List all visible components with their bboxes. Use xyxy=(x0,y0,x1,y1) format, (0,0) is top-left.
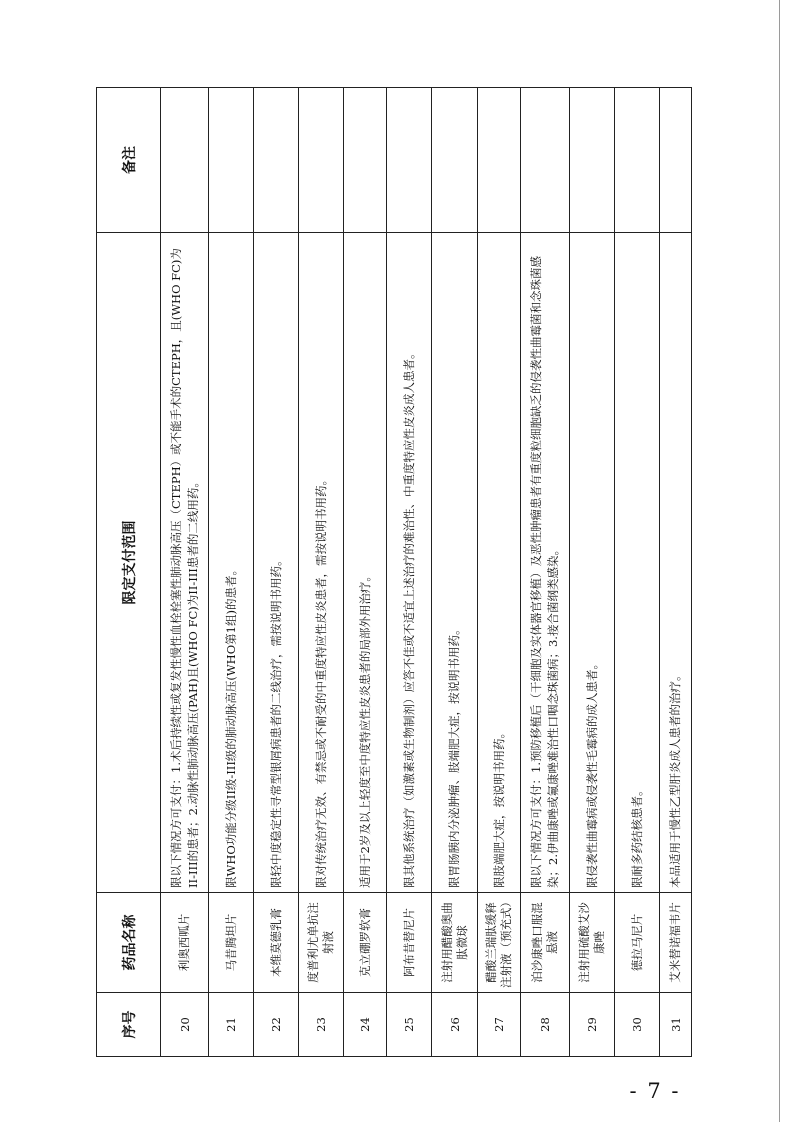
table-row xyxy=(521,88,570,1057)
header-row xyxy=(97,88,161,1057)
page-edge-line xyxy=(779,0,780,1122)
payment-scope: 限胃肠胰内分泌肿瘤、肢端肥大症，按说明书用药。 xyxy=(432,233,478,893)
table-row xyxy=(299,88,344,1057)
remark xyxy=(660,88,692,233)
remark xyxy=(432,88,478,233)
payment-scope: 限其他系统治疗（如激素或生物制剂）应答不佳或不适宜上述治疗的难治性、中重度特应性皮炎成人患者。 xyxy=(387,233,432,893)
remark xyxy=(521,88,570,233)
payment-scope: 限WHO功能分级II级-III级的肺动脉高压(WHO第1组)的患者。 xyxy=(209,233,254,893)
table-row xyxy=(161,88,209,1057)
table-row xyxy=(387,88,432,1057)
page-number: - 7 - xyxy=(629,1079,681,1103)
payment-scope: 限以下情况方可支付：1.预防移植后（干细胞及实体器官移植）及恶性肿瘤患者有重度粒细胞缺乏的侵袭性曲霉菌和念珠菌感染；2.伊曲康唑或氟康唑难治性口咽念珠菌病；3.接合菌纲类感染。 xyxy=(521,233,570,893)
rotated-table-container xyxy=(96,88,683,1057)
table-row xyxy=(432,88,478,1057)
row-number: 30 xyxy=(615,993,660,1057)
table-row xyxy=(615,88,660,1057)
row-number: 20 xyxy=(161,993,209,1057)
table-row xyxy=(209,88,254,1057)
drug-name: 注射用醋酸奥曲肽微球 xyxy=(432,893,478,993)
remark xyxy=(161,88,209,233)
table-row xyxy=(660,88,692,1057)
row-number: 24 xyxy=(344,993,387,1057)
payment-scope: 限对传统治疗无效、有禁忌或不耐受的中重度特应性皮炎患者，需按说明书用药。 xyxy=(299,233,344,893)
payment-scope: 适用于2岁及以上轻度至中度特应性皮炎患者的局部外用治疗。 xyxy=(344,233,387,893)
row-number: 31 xyxy=(660,993,692,1057)
row-number: 25 xyxy=(387,993,432,1057)
drug-name: 利奥西呱片 xyxy=(161,893,209,993)
payment-scope: 限肢端肥大症，按说明书用药。 xyxy=(478,233,521,893)
remark xyxy=(299,88,344,233)
header-scope: 限定支付范围 xyxy=(97,233,161,893)
table-row xyxy=(254,88,299,1057)
payment-scope: 限轻中度稳定性寻常型银屑病患者的二线治疗，需按说明书用药。 xyxy=(254,233,299,893)
header-no: 序号 xyxy=(97,993,161,1057)
row-number: 28 xyxy=(521,993,570,1057)
remark xyxy=(387,88,432,233)
drug-name: 注射用硫酸艾沙康唑 xyxy=(570,893,615,993)
remark xyxy=(615,88,660,233)
drug-name: 醋酸兰瑞肽缓释注射液（预充式） xyxy=(478,893,521,993)
drug-table xyxy=(96,87,692,1057)
payment-scope: 限侵袭性曲霉病或侵袭性毛霉病的成人患者。 xyxy=(570,233,615,893)
header-note: 备注 xyxy=(97,88,161,233)
drug-name: 马昔腾坦片 xyxy=(209,893,254,993)
row-number: 23 xyxy=(299,993,344,1057)
drug-name: 德拉马尼片 xyxy=(615,893,660,993)
payment-scope: 本品适用于慢性乙型肝炎成人患者的治疗。 xyxy=(660,233,692,893)
remark xyxy=(254,88,299,233)
row-number: 22 xyxy=(254,993,299,1057)
drug-name: 本维莫德乳膏 xyxy=(254,893,299,993)
remark xyxy=(570,88,615,233)
header-name: 药品名称 xyxy=(97,893,161,993)
drug-name: 泊沙康唑口服混悬液 xyxy=(521,893,570,993)
table-row xyxy=(344,88,387,1057)
drug-name: 度普利尤单抗注射液 xyxy=(299,893,344,993)
table-row xyxy=(478,88,521,1057)
drug-name: 克立硼罗软膏 xyxy=(344,893,387,993)
remark xyxy=(344,88,387,233)
payment-scope: 限耐多药结核患者。 xyxy=(615,233,660,893)
row-number: 27 xyxy=(478,993,521,1057)
drug-name: 艾米替诺福韦片 xyxy=(660,893,692,993)
row-number: 29 xyxy=(570,993,615,1057)
remark xyxy=(209,88,254,233)
row-number: 21 xyxy=(209,993,254,1057)
table-row xyxy=(570,88,615,1057)
drug-name: 阿布昔替尼片 xyxy=(387,893,432,993)
payment-scope: 限以下情况方可支付：1.术后持续性或复发性慢性血栓栓塞性肺动脉高压（CTEPH）或不能手术的CTEPH，且(WHO FC)为II-III的患者；2.动脉性肺动脉高压(PAH)且(WHO FC)为II-III患者的二线用药。 xyxy=(161,233,209,893)
row-number: 26 xyxy=(432,993,478,1057)
remark xyxy=(478,88,521,233)
